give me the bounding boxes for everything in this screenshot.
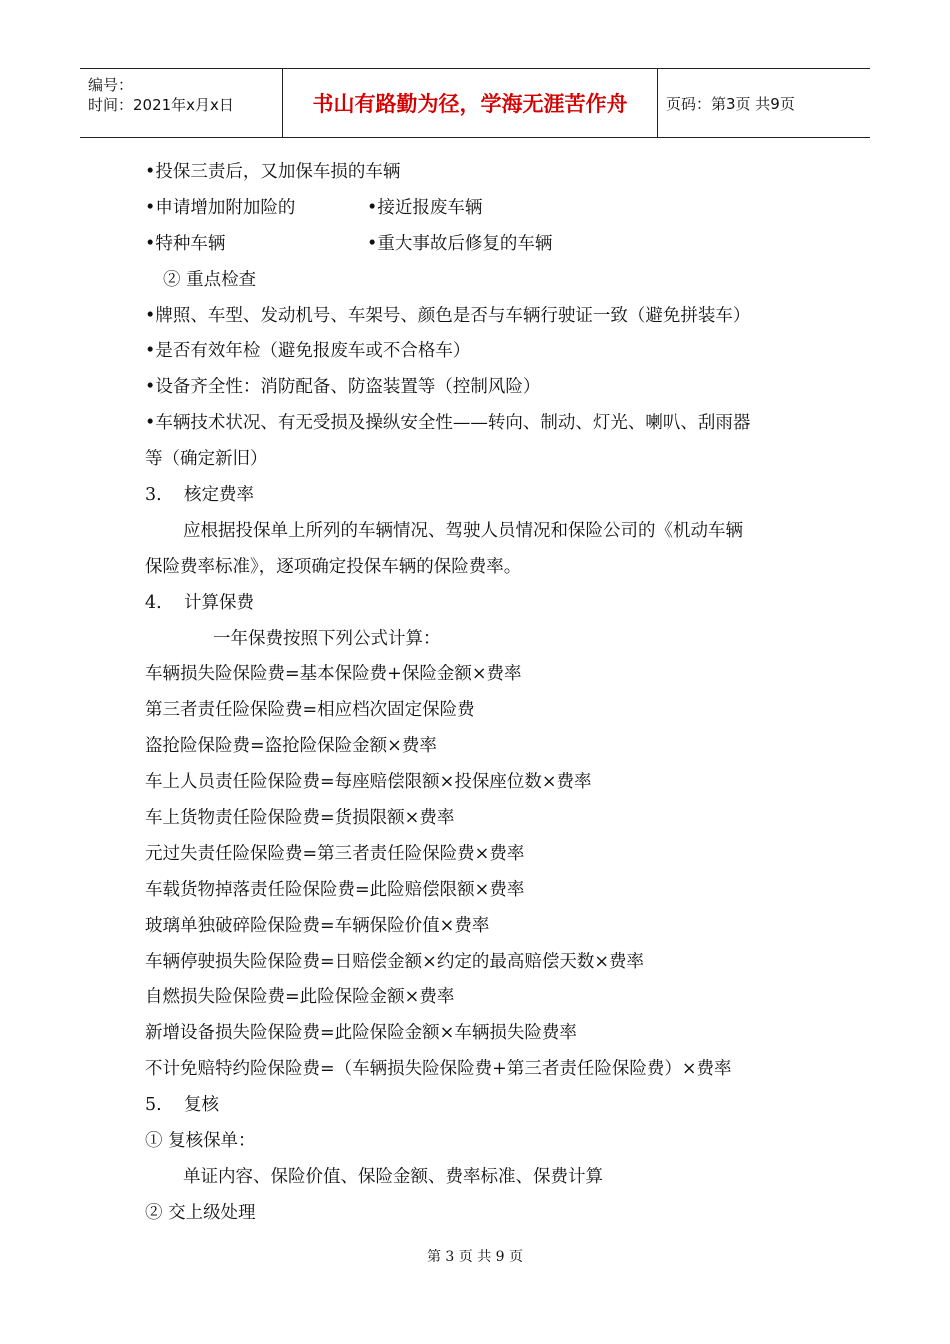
section-heading: 5. 复核 [145,1095,219,1116]
text-line: •申请增加附加险的 [145,197,296,218]
text-line: •车辆技术状况、有无受损及操纵安全性——转向、制动、灯光、喇叭、刮雨器 [145,413,751,434]
text-row [145,191,825,227]
section-heading: 3. 核定费率 [145,485,254,506]
formula-line: 元过失责任险保险费=第三者责任险保险费×费率 [145,843,525,864]
formula-line: 玻璃单独破碎险保险费=车辆保险价值×费率 [145,915,490,936]
paragraph-line: 一年保费按照下列公式计算： [213,628,441,649]
document-time: 时间：2021年x月x日 [88,96,234,114]
text-line: •特种车辆 [145,233,226,254]
header-motto: 书山有路勤为径，学海无涯苦作舟 [282,69,658,137]
formula-line: 车辆损失险保险费=基本保险费+保险金额×费率 [145,664,522,685]
paragraph-line: 保险费率标准》，逐项确定投保车辆的保险费率。 [145,556,522,577]
header-page-info: 页码：第3页 共9页 [666,94,795,113]
document-number-label: 编号： [88,76,134,94]
paragraph-line: 单证内容、保险价值、保险金额、费率标准、保费计算 [183,1166,603,1187]
page-header [80,68,870,138]
text-line: •设备齐全性：消防配备、防盗装置等（控制风险） [145,377,541,398]
formula-line: 不计免赔特约险保险费=（车辆损失险保险费+第三者责任险保险费）×费率 [145,1059,732,1080]
section-heading: ② 重点检查 [163,269,257,290]
text-line: •是否有效年检（避免报废车或不合格车） [145,341,471,362]
formula-line: 自燃损失险保险费=此险保险金额×费率 [145,987,455,1008]
formula-line: 车辆停驶损失险保险费=日赔偿金额×约定的最高赔偿天数×费率 [145,951,644,972]
paragraph-line: 应根据投保单上所列的车辆情况、驾驶人员情况和保险公司的《机动车辆 [183,520,743,541]
formula-line: 车上货物责任险保险费=货损限额×费率 [145,808,455,829]
formula-line: 车上人员责任险保险费=每座赔偿限额×投保座位数×费率 [145,772,592,793]
text-line: •投保三责后，又加保车损的车辆 [145,162,401,182]
page-footer: 第 3 页 共 9 页 [426,1249,524,1265]
subsection-heading: ② 交上级处理 [145,1202,256,1223]
header-meta [80,69,282,137]
formula-line: 新增设备损失险保险费=此险保险金额×车辆损失险费率 [145,1023,577,1044]
formula-line: 第三者责任险保险费=相应档次固定保险费 [145,700,475,721]
text-line-col2: •重大事故后修复的车辆 [367,233,553,254]
subsection-heading: ① 复核保单： [145,1131,256,1152]
text-row [145,227,825,263]
text-line: 等（确定新旧） [145,449,268,470]
document-body [145,155,825,1232]
formula-line: 盗抢险保险费=盗抢险保险金额×费率 [145,736,437,757]
section-heading: 4. 计算保费 [145,592,254,613]
text-line-col2: •接近报废车辆 [367,197,483,218]
formula-line: 车载货物掉落责任险保险费=此险赔偿限额×费率 [145,879,525,900]
text-line: •牌照、车型、发动机号、车架号、颜色是否与车辆行驶证一致（避免拼装车） [145,305,751,326]
